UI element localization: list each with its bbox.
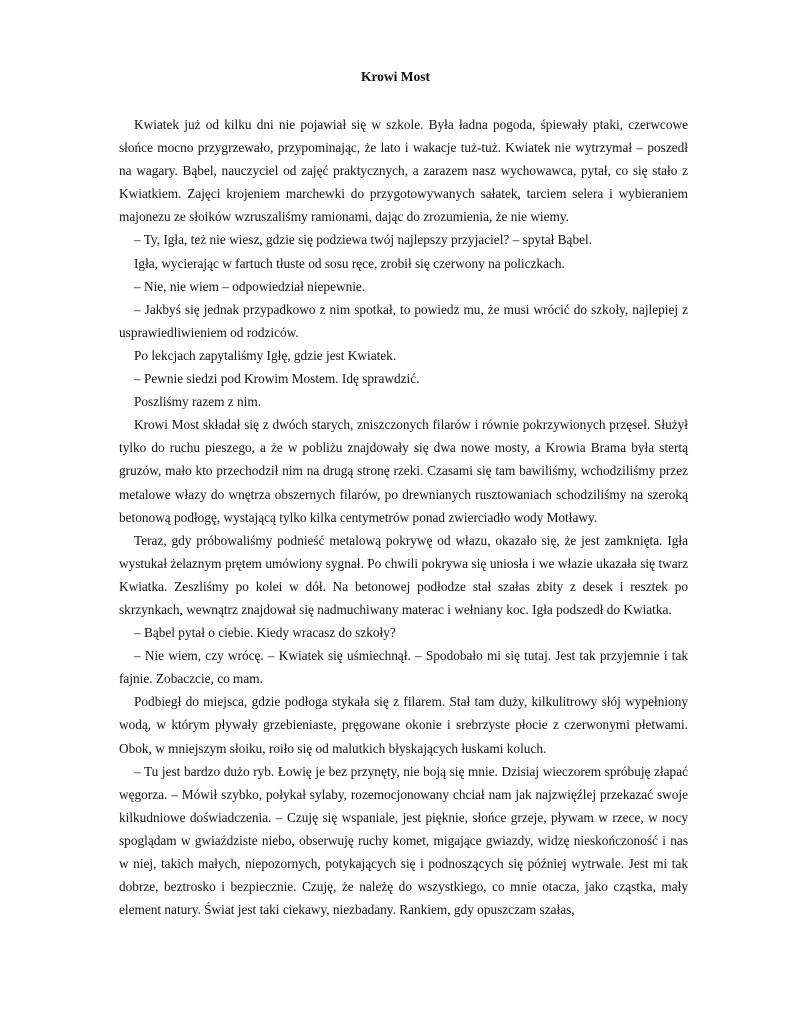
paragraph: Igła, wycierając w fartuch tłuste od sosu ręce, zrobił się czerwony na policzkach.	[134, 255, 565, 271]
paragraph: Kwiatek już od kilku dni nie pojawiał się w szkole. Była ładna pogoda, śpiewały ptaki, czerwcowe słońce mocno przygrzewało, przypominając, że lato i wakacje tuż-tuż. Kwiatek nie wytrzymał – poszedł na wagary. Bąbel, nauczyciel od zajęć praktycznych, a zarazem nasz wychowawca, pytał, co się stało z Kwiatkiem. Zajęci krojeniem marchewki do przygotowywanych sałatek, tarciem selera i wybieraniem majonezu ze słoików wzruszaliśmy ramionami, dając do zrozumienia, że nie wiemy.	[119, 117, 688, 225]
paragraph: – Pewnie siedzi pod Krowim Mostem. Idę sprawdzić.	[134, 371, 420, 387]
paragraph: – Ty, Igła, też nie wiesz, gdzie się podziewa twój najlepszy przyjaciel? – spytał Bąbel.	[134, 232, 593, 248]
paragraph: – Tu jest bardzo dużo ryb. Łowię je bez przynęty, nie boją się mnie. Dzisiaj wieczorem spróbuję złapać węgorza. – Mówił szybko, połykał sylaby, rozemocjonowany chciał nam jak najzwięźlej przekazać swoje kilkudniowe doświadczenia. – Czuję się wspaniale, jest pięknie, słońce grzeje, pływam w rzece, w nocy spoglądam w gwiaździste niebo, obserwuję ruchy komet, migające gwiazdy, widzę nieskończoność i nas w niej, takich małych, niepozornych, potykających się i podnoszących się później wytrwale. Jest mi tak dobrze, beztrosko i bezpiecznie. Czuję, że należę do wszystkiego, co mnie otacza, jako cząstka, mały element natury. Świat jest taki ciekawy, niezbadany. Rankiem, gdy opuszczam szałas,	[119, 763, 688, 918]
paragraph: Krowi Most składał się z dwóch starych, zniszczonych filarów i równie pokrzywionych przęseł. Służył tylko do ruchu pieszego, a że w pobliżu znajdowały się dwa nowe mosty, a Krowia Brama była stertą gruzów, mało kto przechodził nim na drugą stronę rzeki. Czasami się tam bawiliśmy, wchodziliśmy przez metalowe włazy do wnętrza obszernych filarów, po drewnianych rusztowaniach schodziliśmy na szeroką betonową podłogę, wystającą tylko kilka centymetrów ponad zwierciadło wody Motławy.	[119, 417, 688, 525]
page-title: Krowi Most	[360, 69, 431, 84]
paragraph: – Nie wiem, czy wrócę. – Kwiatek się uśmiechnął. – Spodobało mi się tutaj. Jest tak przyjemnie i tak fajnie. Zobaczcie, co mam.	[119, 648, 688, 687]
paragraph: – Bąbel pytał o ciebie. Kiedy wracasz do szkoły?	[134, 625, 396, 641]
paragraph: Podbiegł do miejsca, gdzie podłoga stykała się z filarem. Stał tam duży, kilkulitrowy słój wypełniony wodą, w którym pływały grzebieniaste, pręgowane okonie i srebrzyste płocie z czerwonymi płetwami. Obok, w mniejszym słoiku, roiło się od malutkich błyskających łuskami koluch.	[119, 694, 688, 756]
paragraph: – Jakbyś się jednak przypadkowo z nim spotkał, to powiedz mu, że musi wrócić do szkoły, najlepiej z usprawiedliwieniem od rodziców.	[119, 301, 688, 340]
paragraph: Poszliśmy razem z nim.	[134, 394, 262, 410]
paragraph: – Nie, nie wiem – odpowiedział niepewnie.	[134, 278, 366, 294]
paragraph: Teraz, gdy próbowaliśmy podnieść metalową pokrywę od włazu, okazało się, że jest zamknięta. Igła wystukał żelaznym prętem umówiony sygnał. Po chwili pokrywa się uniosła i we włazie ukazała się twarz Kwiatka. Zeszliśmy po kolei w dół. Na betonowej podłodze stał szałas zbity z desek i resztek po skrzynkach, wewnątrz znajdował się nadmuchiwany materac i wełniany koc. Igła podszedł do Kwiatka.	[119, 532, 688, 617]
paragraph: Po lekcjach zapytaliśmy Igłę, gdzie jest Kwiatek.	[134, 347, 397, 363]
story-body	[119, 113, 688, 921]
